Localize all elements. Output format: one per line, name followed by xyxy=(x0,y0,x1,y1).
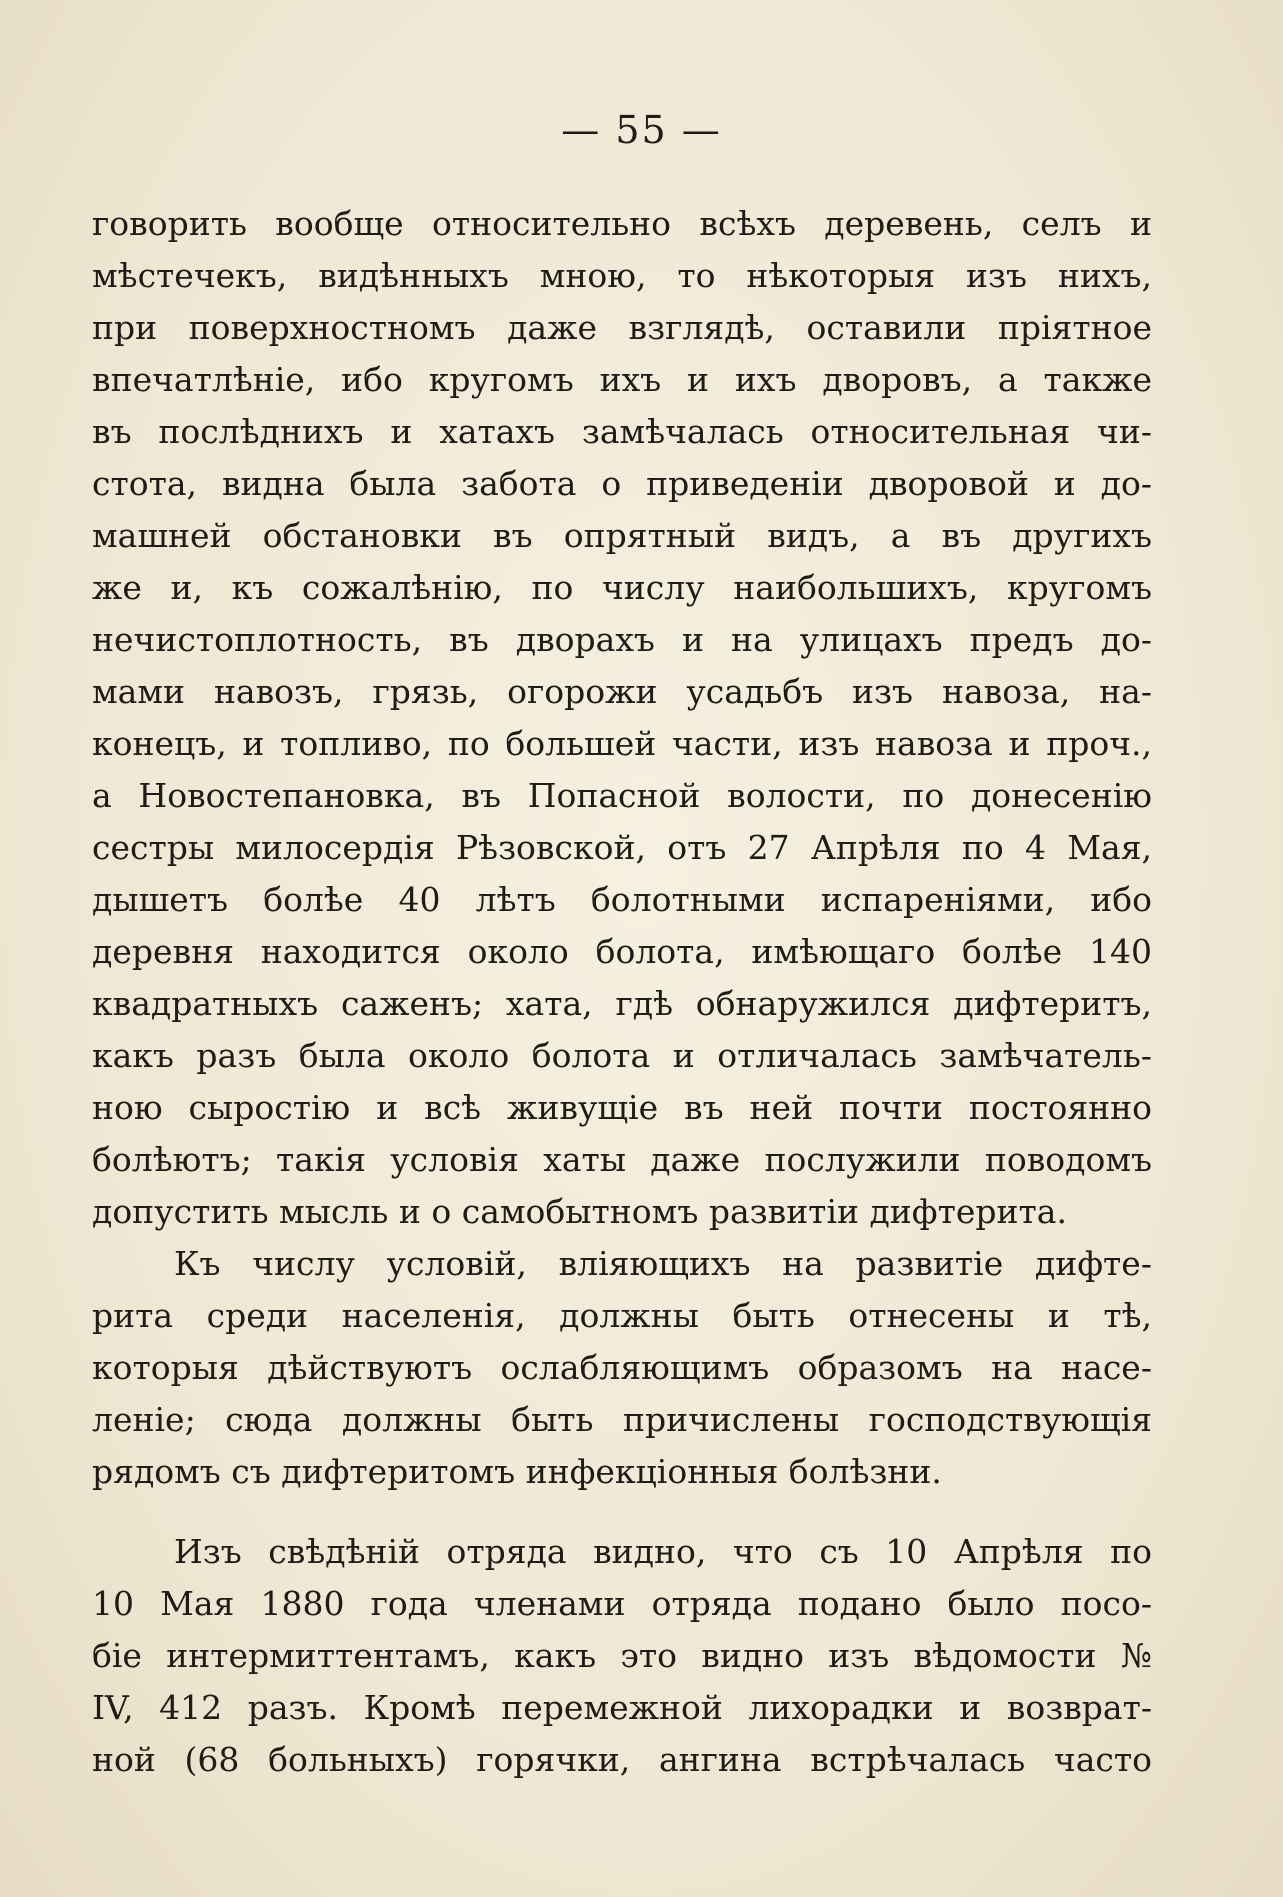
body-text xyxy=(92,198,1152,1786)
text-line: стота, видна была забота о приведеніи дворовой и до- xyxy=(92,464,1152,503)
text-line: болѣютъ; такія условія хаты даже послужили поводомъ xyxy=(92,1140,1152,1179)
text-line: мѣстечекъ, видѣнныхъ мною, то нѣкоторыя изъ нихъ, xyxy=(92,256,1152,295)
text-line: леніе; сюда должны быть причислены господствующія xyxy=(92,1400,1152,1439)
page-number: — 55 — xyxy=(561,108,722,152)
text-line: впечатлѣніе, ибо кругомъ ихъ и ихъ дворовъ, а также xyxy=(92,360,1152,399)
text-line: Изъ свѣдѣній отряда видно, что съ 10 Апрѣля по xyxy=(174,1532,1152,1571)
text-line: же и, къ сожалѣнію, по числу наибольшихъ, кругомъ xyxy=(92,568,1152,607)
text-line: въ послѣднихъ и хатахъ замѣчалась относительная чи- xyxy=(92,412,1152,451)
text-line: деревня находится около болота, имѣющаго болѣе 140 xyxy=(92,932,1152,971)
text-line: конецъ, и топливо, по большей части, изъ навоза и проч., xyxy=(92,724,1152,763)
text-line: Къ числу условій, вліяющихъ на развитіе дифте- xyxy=(174,1244,1152,1283)
text-line: допустить мысль и о самобытномъ развитіи дифтерита. xyxy=(92,1192,1067,1231)
text-line: нечистоплотность, въ дворахъ и на улицахъ предъ до- xyxy=(92,620,1152,659)
text-line: рита среди населенія, должны быть отнесены и тѣ, xyxy=(92,1296,1152,1335)
text-line: 10 Мая 1880 года членами отряда подано было посо- xyxy=(92,1584,1152,1623)
text-line: сестры милосердія Рѣзовской, отъ 27 Апрѣля по 4 Мая, xyxy=(92,828,1152,867)
text-line: при поверхностномъ даже взглядѣ, оставили пріятное xyxy=(92,308,1152,347)
text-line: какъ разъ была около болота и отличалась замѣчатель- xyxy=(92,1036,1152,1075)
text-line: мами навозъ, грязь, огорожи усадьбъ изъ навоза, на- xyxy=(92,672,1152,711)
text-line: ною сыростію и всѣ живущіе въ ней почти постоянно xyxy=(92,1088,1152,1127)
text-line: рядомъ съ дифтеритомъ инфекціонныя болѣзни. xyxy=(92,1452,942,1491)
text-line: IV, 412 разъ. Кромѣ перемежной лихорадки и возврат- xyxy=(92,1688,1152,1727)
text-line: ной (68 больныхъ) горячки, ангина встрѣчалась часто xyxy=(92,1740,1152,1779)
text-line: дышетъ болѣе 40 лѣтъ болотными испареніями, ибо xyxy=(92,880,1152,919)
text-line: квадратныхъ саженъ; хата, гдѣ обнаружился дифтеритъ, xyxy=(92,984,1152,1023)
text-line: говорить вообще относительно всѣхъ деревень, селъ и xyxy=(92,204,1152,243)
text-line: которыя дѣйствуютъ ослабляющимъ образомъ на насе- xyxy=(92,1348,1152,1387)
text-line: біе интермиттентамъ, какъ это видно изъ вѣдомости № xyxy=(92,1636,1152,1675)
text-line: а Новостепановка, въ Попасной волости, по донесенію xyxy=(92,776,1152,815)
text-line: машней обстановки въ опрятный видъ, а въ другихъ xyxy=(92,516,1152,555)
